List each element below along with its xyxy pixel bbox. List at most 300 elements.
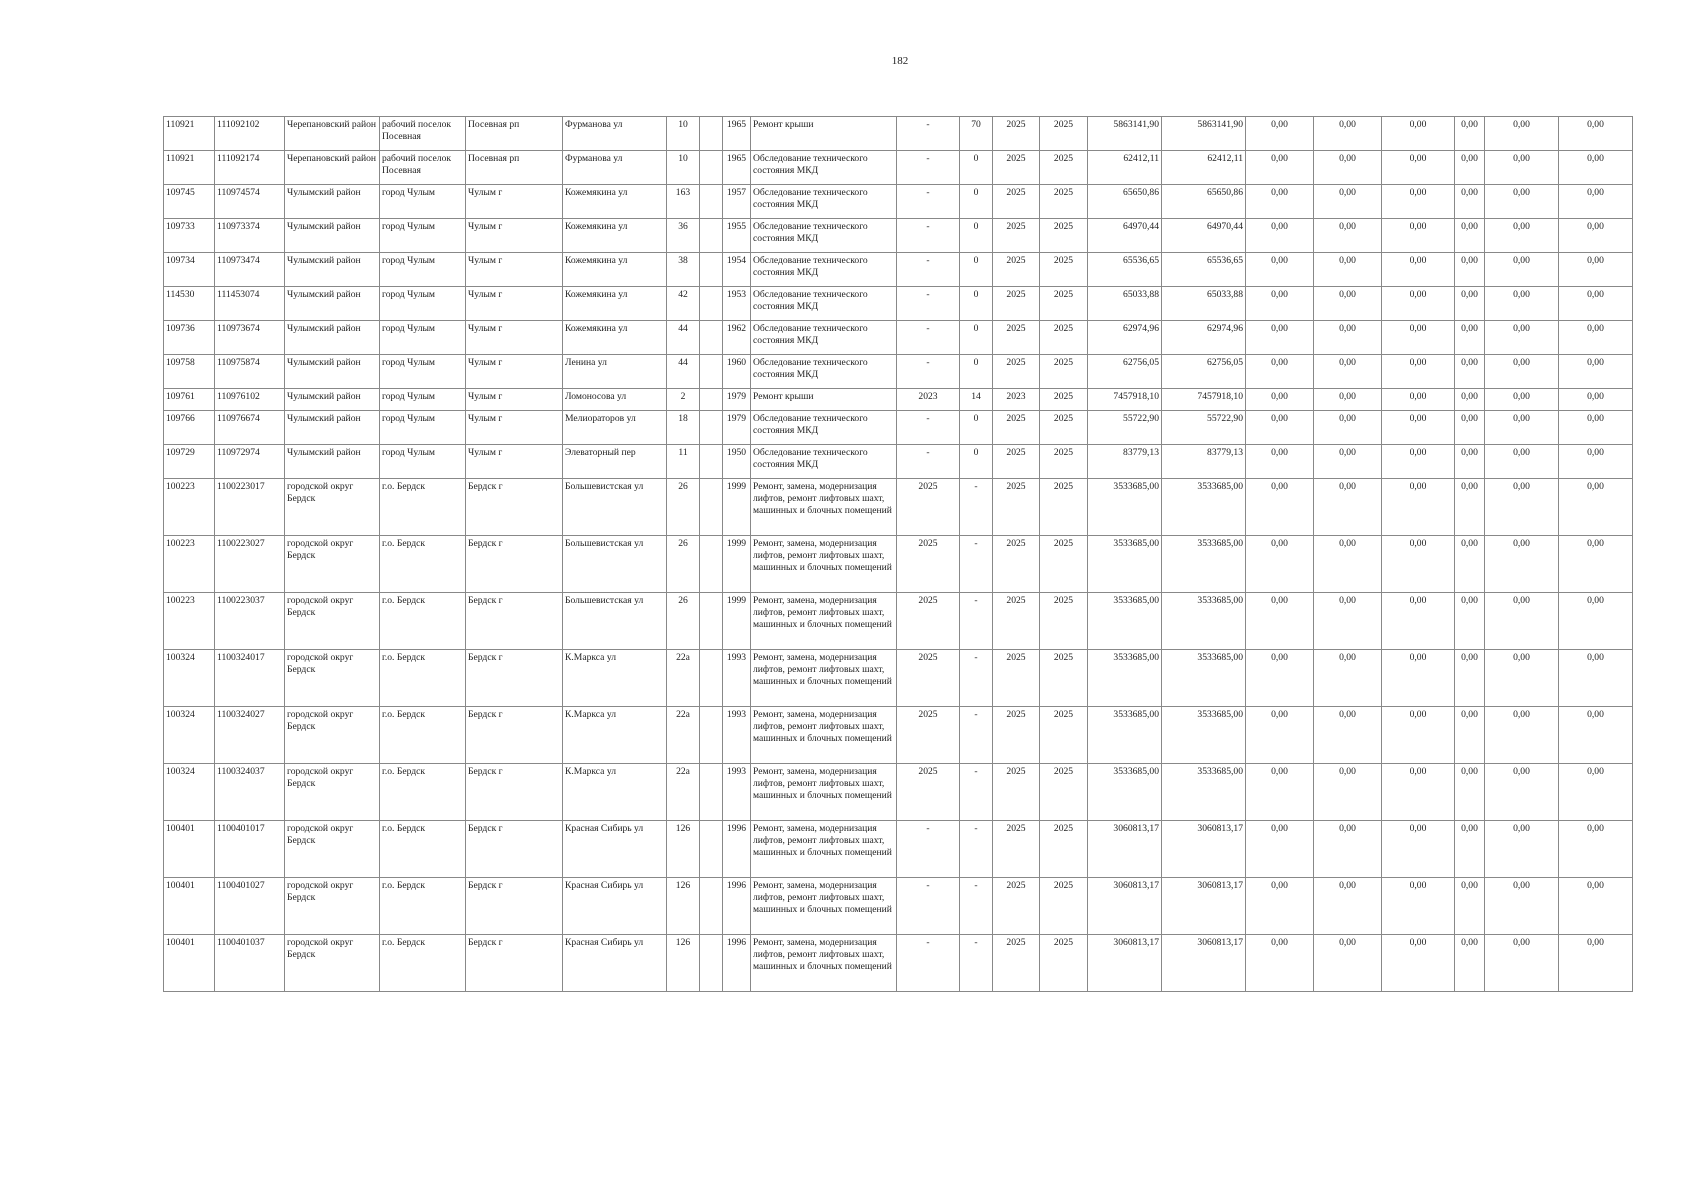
cell-cost-col-4: 0,00: [1455, 935, 1485, 992]
cell-work-type: Ремонт, замена, модернизация лифтов, ремонт лифтовых шахт, машинных и блочных помещений: [751, 764, 897, 821]
cell-cost-col-3: 0,00: [1382, 117, 1455, 151]
cell-start-year: 2025: [993, 593, 1040, 650]
cell-street: Красная Сибирь ул: [563, 878, 667, 935]
cell-cost-col-3: 0,00: [1382, 411, 1455, 445]
cell-cost-col-6: 0,00: [1559, 185, 1633, 219]
cell-build-year: 1965: [723, 151, 751, 185]
cell-total-cost: 64970,44: [1088, 219, 1162, 253]
cell-cost-col-1: 0,00: [1246, 935, 1314, 992]
cell-cost-col-4: 0,00: [1455, 593, 1485, 650]
cell-cost-col-2: 0,00: [1314, 287, 1382, 321]
cell-building: [700, 821, 723, 878]
cell-wear-percent: 0: [960, 321, 993, 355]
cell-total-cost: 62974,96: [1088, 321, 1162, 355]
cell-municipal-district: Чулымский район: [285, 253, 380, 287]
cell-cost-col-5: 0,00: [1485, 536, 1559, 593]
cell-street: Кожемякина ул: [563, 321, 667, 355]
cell-cost-col-4: 0,00: [1455, 287, 1485, 321]
registry-table: [163, 116, 1633, 992]
cell-plan-year: -: [897, 185, 960, 219]
cell-building: [700, 321, 723, 355]
table-row: [164, 536, 1633, 593]
cell-municipal-district: Чулымский район: [285, 185, 380, 219]
cell-cost-col-3: 0,00: [1382, 185, 1455, 219]
cell-fund-cost: 65650,86: [1162, 185, 1246, 219]
cell-plan-year: 2025: [897, 764, 960, 821]
cell-cost-col-4: 0,00: [1455, 117, 1485, 151]
cell-build-year: 1996: [723, 878, 751, 935]
cell-total-cost: 3533685,00: [1088, 479, 1162, 536]
cell-cost-col-1: 0,00: [1246, 536, 1314, 593]
cell-building: [700, 593, 723, 650]
cell-start-year: 2025: [993, 321, 1040, 355]
cell-street: Красная Сибирь ул: [563, 935, 667, 992]
cell-total-cost: 65033,88: [1088, 287, 1162, 321]
cell-cost-col-1: 0,00: [1246, 878, 1314, 935]
cell-wear-percent: -: [960, 650, 993, 707]
cell-cost-col-2: 0,00: [1314, 151, 1382, 185]
cell-building: [700, 355, 723, 389]
cell-settlement: рабочий поселок Посевная: [380, 151, 466, 185]
cell-locality: Чулым г: [466, 219, 563, 253]
cell-municipal-district: Чулымский район: [285, 411, 380, 445]
cell-building: [700, 219, 723, 253]
table-row: [164, 389, 1633, 411]
cell-cost-col-6: 0,00: [1559, 878, 1633, 935]
cell-cost-col-3: 0,00: [1382, 593, 1455, 650]
table-row: [164, 185, 1633, 219]
cell-end-year: 2025: [1040, 185, 1088, 219]
cell-start-year: 2025: [993, 287, 1040, 321]
cell-cost-col-1: 0,00: [1246, 707, 1314, 764]
cell-cost-col-3: 0,00: [1382, 536, 1455, 593]
table-row: [164, 321, 1633, 355]
cell-cost-col-3: 0,00: [1382, 219, 1455, 253]
cell-cost-col-3: 0,00: [1382, 253, 1455, 287]
cell-cost-col-2: 0,00: [1314, 935, 1382, 992]
cell-build-year: 1993: [723, 650, 751, 707]
cell-cost-col-5: 0,00: [1485, 411, 1559, 445]
cell-locality: Бердск г: [466, 479, 563, 536]
cell-settlement: г.о. Бердск: [380, 479, 466, 536]
cell-street: Фурманова ул: [563, 151, 667, 185]
cell-total-cost: 3060813,17: [1088, 935, 1162, 992]
cell-locality: Чулым г: [466, 355, 563, 389]
cell-cost-col-2: 0,00: [1314, 253, 1382, 287]
cell-plan-year: 2025: [897, 593, 960, 650]
cell-street: Кожемякина ул: [563, 287, 667, 321]
cell-settlement: город Чулым: [380, 445, 466, 479]
cell-work-id: 110972974: [215, 445, 285, 479]
cell-house-number: 22а: [667, 707, 700, 764]
cell-locality: Бердск г: [466, 764, 563, 821]
cell-cost-col-6: 0,00: [1559, 935, 1633, 992]
cell-settlement: город Чулым: [380, 253, 466, 287]
cell-locality: Чулым г: [466, 321, 563, 355]
cell-work-id: 110973474: [215, 253, 285, 287]
cell-fund-cost: 62756,05: [1162, 355, 1246, 389]
cell-start-year: 2025: [993, 411, 1040, 445]
cell-cost-col-1: 0,00: [1246, 650, 1314, 707]
cell-cost-col-2: 0,00: [1314, 389, 1382, 411]
cell-wear-percent: 0: [960, 185, 993, 219]
cell-street: Ленина ул: [563, 355, 667, 389]
cell-build-year: 1996: [723, 935, 751, 992]
cell-house-id: 109736: [164, 321, 215, 355]
cell-settlement: г.о. Бердск: [380, 650, 466, 707]
cell-work-id: 1100324037: [215, 764, 285, 821]
cell-end-year: 2025: [1040, 219, 1088, 253]
cell-cost-col-2: 0,00: [1314, 536, 1382, 593]
cell-cost-col-5: 0,00: [1485, 878, 1559, 935]
cell-cost-col-2: 0,00: [1314, 764, 1382, 821]
cell-cost-col-6: 0,00: [1559, 253, 1633, 287]
cell-settlement: город Чулым: [380, 355, 466, 389]
cell-fund-cost: 3060813,17: [1162, 935, 1246, 992]
cell-house-number: 10: [667, 151, 700, 185]
cell-street: Фурманова ул: [563, 117, 667, 151]
cell-street: Большевистская ул: [563, 536, 667, 593]
cell-cost-col-4: 0,00: [1455, 321, 1485, 355]
cell-municipal-district: Чулымский район: [285, 445, 380, 479]
cell-locality: Чулым г: [466, 287, 563, 321]
cell-work-id: 111092102: [215, 117, 285, 151]
cell-cost-col-1: 0,00: [1246, 445, 1314, 479]
cell-end-year: 2025: [1040, 411, 1088, 445]
cell-end-year: 2025: [1040, 479, 1088, 536]
cell-cost-col-4: 0,00: [1455, 389, 1485, 411]
cell-cost-col-2: 0,00: [1314, 117, 1382, 151]
cell-house-id: 100324: [164, 707, 215, 764]
cell-cost-col-4: 0,00: [1455, 253, 1485, 287]
cell-total-cost: 3533685,00: [1088, 593, 1162, 650]
cell-municipal-district: городской округ Бердск: [285, 764, 380, 821]
cell-total-cost: 3533685,00: [1088, 536, 1162, 593]
cell-building: [700, 151, 723, 185]
cell-total-cost: 65650,86: [1088, 185, 1162, 219]
cell-plan-year: -: [897, 117, 960, 151]
cell-fund-cost: 3060813,17: [1162, 878, 1246, 935]
cell-fund-cost: 5863141,90: [1162, 117, 1246, 151]
cell-build-year: 1950: [723, 445, 751, 479]
cell-plan-year: -: [897, 287, 960, 321]
table-row: [164, 445, 1633, 479]
cell-start-year: 2025: [993, 935, 1040, 992]
cell-cost-col-5: 0,00: [1485, 321, 1559, 355]
cell-cost-col-3: 0,00: [1382, 355, 1455, 389]
table-row: [164, 355, 1633, 389]
cell-settlement: город Чулым: [380, 411, 466, 445]
cell-cost-col-1: 0,00: [1246, 151, 1314, 185]
cell-house-id: 100401: [164, 878, 215, 935]
cell-municipal-district: Черепановский район: [285, 151, 380, 185]
cell-wear-percent: -: [960, 821, 993, 878]
table-row: [164, 219, 1633, 253]
cell-house-number: 36: [667, 219, 700, 253]
cell-end-year: 2025: [1040, 707, 1088, 764]
table-row: [164, 117, 1633, 151]
cell-house-number: 22а: [667, 764, 700, 821]
cell-plan-year: -: [897, 821, 960, 878]
table-row: [164, 821, 1633, 878]
cell-cost-col-4: 0,00: [1455, 650, 1485, 707]
cell-house-number: 11: [667, 445, 700, 479]
cell-municipal-district: Черепановский район: [285, 117, 380, 151]
cell-start-year: 2025: [993, 445, 1040, 479]
cell-start-year: 2025: [993, 185, 1040, 219]
cell-cost-col-5: 0,00: [1485, 935, 1559, 992]
cell-plan-year: -: [897, 935, 960, 992]
cell-building: [700, 650, 723, 707]
cell-municipal-district: городской округ Бердск: [285, 593, 380, 650]
cell-house-id: 110921: [164, 151, 215, 185]
cell-wear-percent: 0: [960, 287, 993, 321]
cell-building: [700, 287, 723, 321]
cell-locality: Бердск г: [466, 593, 563, 650]
cell-cost-col-2: 0,00: [1314, 185, 1382, 219]
cell-street: Ломоносова ул: [563, 389, 667, 411]
cell-municipal-district: Чулымский район: [285, 389, 380, 411]
table-row: [164, 707, 1633, 764]
cell-settlement: г.о. Бердск: [380, 593, 466, 650]
table-row: [164, 650, 1633, 707]
cell-start-year: 2025: [993, 764, 1040, 821]
cell-cost-col-3: 0,00: [1382, 650, 1455, 707]
cell-cost-col-3: 0,00: [1382, 821, 1455, 878]
cell-house-id: 110921: [164, 117, 215, 151]
cell-fund-cost: 3060813,17: [1162, 821, 1246, 878]
cell-build-year: 1999: [723, 593, 751, 650]
cell-build-year: 1979: [723, 411, 751, 445]
cell-cost-col-5: 0,00: [1485, 593, 1559, 650]
cell-work-type: Обследование технического состояния МКД: [751, 445, 897, 479]
cell-municipal-district: городской округ Бердск: [285, 479, 380, 536]
cell-build-year: 1993: [723, 707, 751, 764]
cell-locality: Чулым г: [466, 411, 563, 445]
cell-building: [700, 536, 723, 593]
cell-cost-col-6: 0,00: [1559, 479, 1633, 536]
cell-fund-cost: 62412,11: [1162, 151, 1246, 185]
cell-end-year: 2025: [1040, 536, 1088, 593]
cell-cost-col-2: 0,00: [1314, 707, 1382, 764]
cell-cost-col-5: 0,00: [1485, 151, 1559, 185]
cell-settlement: город Чулым: [380, 287, 466, 321]
cell-cost-col-3: 0,00: [1382, 321, 1455, 355]
cell-building: [700, 878, 723, 935]
cell-cost-col-5: 0,00: [1485, 479, 1559, 536]
cell-cost-col-3: 0,00: [1382, 878, 1455, 935]
cell-cost-col-4: 0,00: [1455, 479, 1485, 536]
cell-house-id: 100223: [164, 536, 215, 593]
cell-end-year: 2025: [1040, 151, 1088, 185]
cell-build-year: 1979: [723, 389, 751, 411]
cell-building: [700, 411, 723, 445]
cell-end-year: 2025: [1040, 287, 1088, 321]
table-row: [164, 151, 1633, 185]
cell-end-year: 2025: [1040, 935, 1088, 992]
cell-start-year: 2025: [993, 707, 1040, 764]
cell-wear-percent: 0: [960, 253, 993, 287]
cell-work-type: Ремонт, замена, модернизация лифтов, ремонт лифтовых шахт, машинных и блочных помещений: [751, 878, 897, 935]
cell-work-type: Ремонт, замена, модернизация лифтов, ремонт лифтовых шахт, машинных и блочных помещений: [751, 707, 897, 764]
cell-build-year: 1993: [723, 764, 751, 821]
cell-cost-col-2: 0,00: [1314, 650, 1382, 707]
cell-fund-cost: 3533685,00: [1162, 650, 1246, 707]
cell-build-year: 1996: [723, 821, 751, 878]
cell-building: [700, 707, 723, 764]
cell-work-type: Обследование технического состояния МКД: [751, 151, 897, 185]
cell-house-number: 22а: [667, 650, 700, 707]
cell-cost-col-1: 0,00: [1246, 764, 1314, 821]
cell-cost-col-5: 0,00: [1485, 355, 1559, 389]
cell-start-year: 2023: [993, 389, 1040, 411]
cell-plan-year: -: [897, 411, 960, 445]
cell-cost-col-3: 0,00: [1382, 935, 1455, 992]
cell-work-type: Ремонт, замена, модернизация лифтов, ремонт лифтовых шахт, машинных и блочных помещений: [751, 479, 897, 536]
cell-house-id: 109734: [164, 253, 215, 287]
cell-cost-col-2: 0,00: [1314, 355, 1382, 389]
cell-house-number: 18: [667, 411, 700, 445]
cell-locality: Чулым г: [466, 253, 563, 287]
cell-fund-cost: 7457918,10: [1162, 389, 1246, 411]
cell-building: [700, 253, 723, 287]
cell-municipal-district: Чулымский район: [285, 355, 380, 389]
cell-build-year: 1999: [723, 536, 751, 593]
cell-end-year: 2025: [1040, 821, 1088, 878]
cell-plan-year: -: [897, 151, 960, 185]
cell-wear-percent: -: [960, 935, 993, 992]
cell-settlement: город Чулым: [380, 321, 466, 355]
cell-house-id: 100401: [164, 821, 215, 878]
cell-work-id: 1100401027: [215, 878, 285, 935]
cell-cost-col-5: 0,00: [1485, 287, 1559, 321]
cell-cost-col-4: 0,00: [1455, 536, 1485, 593]
cell-work-type: Обследование технического состояния МКД: [751, 355, 897, 389]
cell-start-year: 2025: [993, 219, 1040, 253]
cell-work-id: 1100223027: [215, 536, 285, 593]
cell-settlement: город Чулым: [380, 389, 466, 411]
cell-wear-percent: 14: [960, 389, 993, 411]
cell-work-id: 1100223037: [215, 593, 285, 650]
cell-cost-col-2: 0,00: [1314, 445, 1382, 479]
cell-work-id: 110974574: [215, 185, 285, 219]
cell-cost-col-2: 0,00: [1314, 821, 1382, 878]
cell-street: Большевистская ул: [563, 593, 667, 650]
cell-municipal-district: Чулымский район: [285, 321, 380, 355]
cell-building: [700, 764, 723, 821]
cell-cost-col-2: 0,00: [1314, 878, 1382, 935]
cell-total-cost: 3060813,17: [1088, 821, 1162, 878]
cell-wear-percent: -: [960, 593, 993, 650]
cell-settlement: г.о. Бердск: [380, 935, 466, 992]
cell-wear-percent: 0: [960, 355, 993, 389]
table-row: [164, 287, 1633, 321]
cell-house-id: 109761: [164, 389, 215, 411]
cell-building: [700, 445, 723, 479]
cell-start-year: 2025: [993, 253, 1040, 287]
cell-wear-percent: -: [960, 707, 993, 764]
cell-build-year: 1954: [723, 253, 751, 287]
cell-wear-percent: 0: [960, 445, 993, 479]
cell-building: [700, 389, 723, 411]
cell-cost-col-6: 0,00: [1559, 593, 1633, 650]
cell-locality: Посевная рп: [466, 151, 563, 185]
cell-fund-cost: 3533685,00: [1162, 479, 1246, 536]
cell-total-cost: 62756,05: [1088, 355, 1162, 389]
cell-plan-year: -: [897, 878, 960, 935]
cell-house-id: 109766: [164, 411, 215, 445]
cell-wear-percent: -: [960, 536, 993, 593]
table-row: [164, 935, 1633, 992]
cell-municipal-district: городской округ Бердск: [285, 707, 380, 764]
cell-fund-cost: 65033,88: [1162, 287, 1246, 321]
cell-end-year: 2025: [1040, 764, 1088, 821]
cell-cost-col-6: 0,00: [1559, 151, 1633, 185]
cell-settlement: г.о. Бердск: [380, 878, 466, 935]
cell-street: Элеваторный пер: [563, 445, 667, 479]
cell-plan-year: -: [897, 219, 960, 253]
cell-house-id: 109729: [164, 445, 215, 479]
cell-start-year: 2025: [993, 117, 1040, 151]
cell-work-id: 110976102: [215, 389, 285, 411]
cell-cost-col-5: 0,00: [1485, 445, 1559, 479]
cell-locality: Бердск г: [466, 878, 563, 935]
cell-cost-col-1: 0,00: [1246, 117, 1314, 151]
cell-building: [700, 479, 723, 536]
cell-work-type: Ремонт, замена, модернизация лифтов, ремонт лифтовых шахт, машинных и блочных помещений: [751, 821, 897, 878]
cell-build-year: 1962: [723, 321, 751, 355]
cell-street: К.Маркса ул: [563, 707, 667, 764]
cell-house-number: 38: [667, 253, 700, 287]
cell-cost-col-2: 0,00: [1314, 593, 1382, 650]
cell-cost-col-2: 0,00: [1314, 219, 1382, 253]
cell-fund-cost: 64970,44: [1162, 219, 1246, 253]
cell-settlement: г.о. Бердск: [380, 536, 466, 593]
cell-cost-col-2: 0,00: [1314, 479, 1382, 536]
cell-house-id: 109745: [164, 185, 215, 219]
cell-work-type: Обследование технического состояния МКД: [751, 411, 897, 445]
cell-cost-col-6: 0,00: [1559, 355, 1633, 389]
cell-cost-col-3: 0,00: [1382, 707, 1455, 764]
cell-cost-col-5: 0,00: [1485, 219, 1559, 253]
cell-street: Кожемякина ул: [563, 253, 667, 287]
cell-work-id: 1100401037: [215, 935, 285, 992]
cell-wear-percent: 0: [960, 411, 993, 445]
cell-house-number: 26: [667, 479, 700, 536]
cell-cost-col-6: 0,00: [1559, 445, 1633, 479]
cell-cost-col-6: 0,00: [1559, 411, 1633, 445]
cell-cost-col-4: 0,00: [1455, 185, 1485, 219]
cell-house-number: 126: [667, 821, 700, 878]
cell-house-number: 126: [667, 878, 700, 935]
cell-start-year: 2025: [993, 355, 1040, 389]
cell-start-year: 2025: [993, 650, 1040, 707]
cell-total-cost: 3533685,00: [1088, 650, 1162, 707]
cell-fund-cost: 3533685,00: [1162, 764, 1246, 821]
registry-body: [164, 117, 1633, 992]
cell-cost-col-4: 0,00: [1455, 707, 1485, 764]
cell-cost-col-6: 0,00: [1559, 536, 1633, 593]
cell-house-id: 109733: [164, 219, 215, 253]
cell-total-cost: 3060813,17: [1088, 878, 1162, 935]
cell-work-type: Ремонт, замена, модернизация лифтов, ремонт лифтовых шахт, машинных и блочных помещений: [751, 536, 897, 593]
cell-plan-year: 2025: [897, 650, 960, 707]
cell-locality: Посевная рп: [466, 117, 563, 151]
cell-street: Кожемякина ул: [563, 219, 667, 253]
cell-wear-percent: 70: [960, 117, 993, 151]
cell-street: Кожемякина ул: [563, 185, 667, 219]
cell-cost-col-3: 0,00: [1382, 445, 1455, 479]
